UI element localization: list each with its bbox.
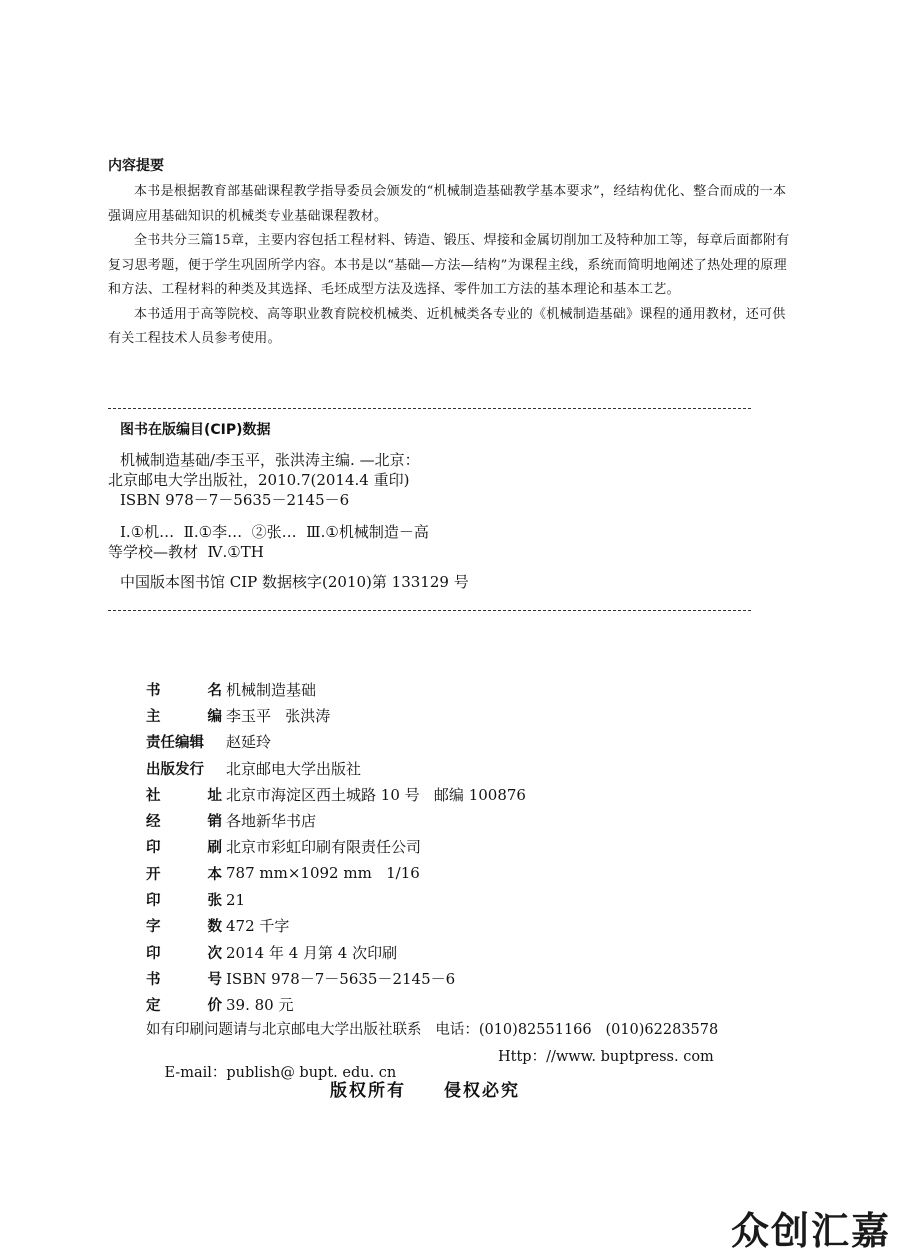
info-label-part-1: 印 — [146, 893, 161, 910]
info-value: 北京市彩虹印刷有限责任公司 — [226, 838, 422, 857]
info-row — [146, 992, 826, 1018]
divider-top — [108, 408, 751, 409]
contact-line: 如有印刷问题请与北京邮电大学出版社联系 电话：(010)82551166 (010)62283578 — [146, 1022, 719, 1038]
info-value: 21 — [226, 890, 246, 909]
abstract-heading: 内容提要 — [108, 158, 164, 174]
infringement-warning: 侵权必究 — [444, 1081, 520, 1101]
info-value: 李玉平 张洪涛 — [226, 706, 331, 725]
info-label-part-2: 刷 — [207, 840, 222, 857]
info-label — [146, 784, 226, 805]
info-label-part-2: 本 — [207, 866, 222, 883]
abstract-paragraph-3: 本书适用于高等院校、高等职业教育院校机械类、近机械类各专业的《机械制造基础》课程的通用教材，还可供有关工程技术人员参考使用。 — [108, 306, 786, 346]
abstract-paragraph-1: 本书是根据教育部基础课程教学指导委员会颁发的“机械制造基础教学基本要求”，经结构优化、整合而成的一本强调应用基础知识的机械类专业基础课程教材。 — [108, 184, 787, 224]
info-row — [146, 702, 826, 728]
info-label-part-1: 定 — [146, 998, 161, 1015]
info-value: 北京邮电大学出版社 — [226, 759, 362, 778]
info-value: 787 mm×1092 mm 1/16 — [226, 864, 420, 883]
info-label-part-1: 社 — [146, 787, 161, 804]
info-label-part-1: 出版发行 — [146, 761, 204, 778]
info-label-part-2: 编 — [207, 708, 222, 725]
website-text: Http：//www. buptpress. com — [498, 1049, 714, 1065]
info-value: 各地新华书店 — [226, 812, 317, 831]
info-label-part-2: 价 — [207, 998, 222, 1015]
info-label — [146, 810, 226, 831]
info-label-part-1: 经 — [146, 814, 161, 831]
publication-info — [146, 676, 826, 1018]
info-row — [146, 860, 826, 886]
info-row — [146, 729, 826, 755]
info-label-part-1: 书 — [146, 682, 161, 699]
cip-line-5: 等学校—教材 Ⅳ.①TH — [108, 543, 264, 561]
info-label — [146, 836, 226, 857]
info-label-part-1: 字 — [146, 919, 161, 936]
info-label-part-1: 责任编辑 — [146, 735, 204, 752]
info-label-part-1: 书 — [146, 971, 161, 988]
info-label-part-1: 开 — [146, 866, 161, 883]
info-label-part-2: 数 — [207, 919, 222, 936]
info-label-part-2: 名 — [207, 682, 222, 699]
rights-reserved: 版权所有 — [330, 1081, 406, 1101]
info-label — [146, 758, 226, 779]
cip-line-2: 北京邮电大学出版社，2010.7(2014.4 重印) — [108, 471, 410, 489]
info-label-part-2: 号 — [207, 971, 222, 988]
info-row — [146, 676, 826, 702]
abstract-section — [108, 156, 793, 352]
info-label-part-2: 销 — [207, 814, 222, 831]
info-row — [146, 939, 826, 965]
info-row — [146, 913, 826, 939]
abstract-paragraph-2: 全书共分三篇15章，主要内容包括工程材料、铸造、锻压、焊接和金属切削加工及特种加工等，每章后面都附有复习思考题，便于学生巩固所学内容。本书是以“基础—方法—结构”为课程主线，系统而简明地阐述了热处理的原理和方法、工程材料的种类及其选择、毛坯成型方法及选择、零件加工方法的基本理论和基本工艺。 — [108, 233, 790, 297]
info-label-part-1: 印 — [146, 945, 161, 962]
info-label — [146, 679, 226, 700]
cip-line-1: 机械制造基础/李玉平，张洪涛主编. —北京： — [120, 451, 420, 469]
info-label — [146, 915, 226, 936]
info-label — [146, 705, 226, 726]
info-row — [146, 755, 826, 781]
info-label — [146, 731, 226, 752]
info-label-part-2: 址 — [207, 787, 222, 804]
info-value: 北京市海淀区西土城路 10 号 邮编 100876 — [226, 785, 526, 804]
info-value: 2014 年 4 月第 4 次印刷 — [226, 943, 398, 962]
info-value: ISBN 978－7－5635－2145－6 — [226, 969, 456, 988]
cip-line-4: Ⅰ.①机… Ⅱ.①李… ②张… Ⅲ.①机械制造－高 — [120, 523, 429, 541]
cip-block — [108, 420, 751, 592]
info-label — [146, 889, 226, 910]
info-row — [146, 965, 826, 991]
divider-bottom — [108, 610, 751, 611]
info-row — [146, 807, 826, 833]
cip-line-3: ISBN 978－7－5635－2145－6 — [120, 491, 350, 509]
info-row — [146, 886, 826, 912]
info-label-part-2: 次 — [207, 945, 222, 962]
info-value: 赵延玲 — [226, 733, 272, 752]
info-label — [146, 994, 226, 1015]
info-row — [146, 834, 826, 860]
info-label — [146, 863, 226, 884]
info-value: 39. 80 元 — [226, 996, 294, 1015]
email-text: E-mail：publish@ bupt. edu. cn — [164, 1065, 397, 1081]
info-label-part-2: 张 — [207, 893, 222, 910]
info-label-part-1: 印 — [146, 840, 161, 857]
info-label — [146, 968, 226, 989]
cip-title: 图书在版编目(CIP)数据 — [120, 422, 271, 438]
copyright-notice — [330, 1076, 520, 1101]
info-label-part-1: 主 — [146, 708, 161, 725]
info-value: 472 千字 — [226, 917, 290, 936]
watermark-logo: 众创汇嘉 — [730, 1209, 891, 1253]
cip-line-6: 中国版本图书馆 CIP 数据核字(2010)第 133129 号 — [120, 573, 469, 591]
info-label — [146, 942, 226, 963]
info-row — [146, 781, 826, 807]
info-value: 机械制造基础 — [226, 680, 317, 699]
